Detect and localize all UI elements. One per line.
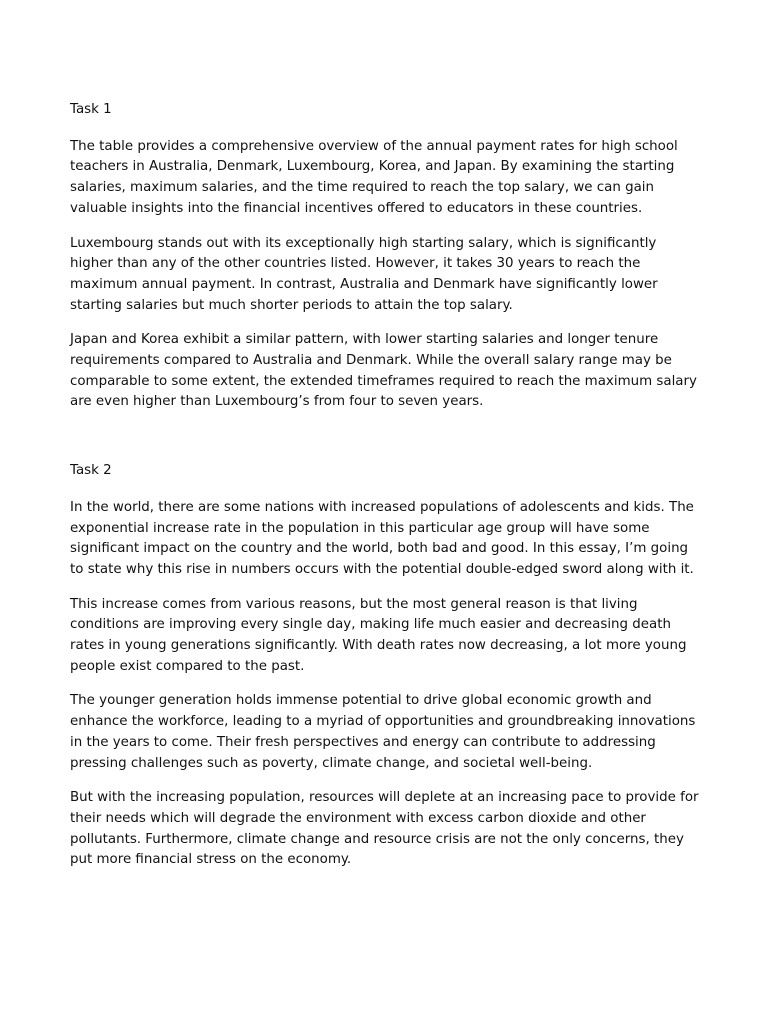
task1-paragraph-2: Luxembourg stands out with its exceptionally high starting salary, which is significantly higher than any of the other countries listed. However, it takes 30 years to reach the maximum annual payment. In contrast, Australia and Denmark have significantly lower starting salaries but much shorter periods to attain the top salary. — [70, 235, 658, 313]
task1-paragraph-3: Japan and Korea exhibit a similar pattern, with lower starting salaries and longer tenure requirements compared to Australia and Denmark. While the overall salary range may be comparable to some extent, the extended timeframes required to reach the maximum salary are even higher than Luxembourg’s from four to seven years. — [70, 332, 697, 410]
task1-paragraph-1: The table provides a comprehensive overview of the annual payment rates for high school teachers in Australia, Denmark, Luxembourg, Korea, and Japan. By examining the starting salaries, maximum salaries, and the time required to reach the top salary, we can gain valuable insights into the financial incentives offered to educators in these countries. — [70, 138, 678, 216]
task2-paragraph-3: The younger generation holds immense potential to drive global economic growth and enhance the workforce, leading to a myriad of opportunities and groundbreaking innovations in the years to come. Their fresh perspectives and energy can contribute to addressing pressing challenges such as poverty, climate change, and societal well-being. — [70, 693, 696, 771]
task2-title: Task 2 — [70, 463, 112, 479]
task1-title: Task 1 — [70, 102, 112, 117]
task2-section — [70, 461, 702, 871]
task2-paragraph-2: This increase comes from various reasons, but the most general reason is that living conditions are improving every single day, making life much easier and decreasing death rates in young generations significantly. With death rates now decreasing, a lot more young people exist compared to the past. — [70, 596, 687, 674]
task2-paragraph-1: In the world, there are some nations with increased populations of adolescents and kids. The exponential increase rate in the population in this particular age group will have some significant impact on the country and the world, both bad and good. In this essay, I’m going to state why this rise in numbers occurs with the potential double-edged sword along with it. — [70, 499, 694, 577]
task2-paragraph-4: But with the increasing population, resources will deplete at an increasing pace to provide for their needs which will degrade the environment with excess carbon dioxide and other pollutants. Furthermore, climate change and resource crisis are not the only concerns, they put more financial stress on the economy. — [70, 790, 699, 868]
document-page — [70, 100, 702, 885]
task1-section — [70, 100, 702, 413]
section-spacer — [70, 427, 702, 461]
